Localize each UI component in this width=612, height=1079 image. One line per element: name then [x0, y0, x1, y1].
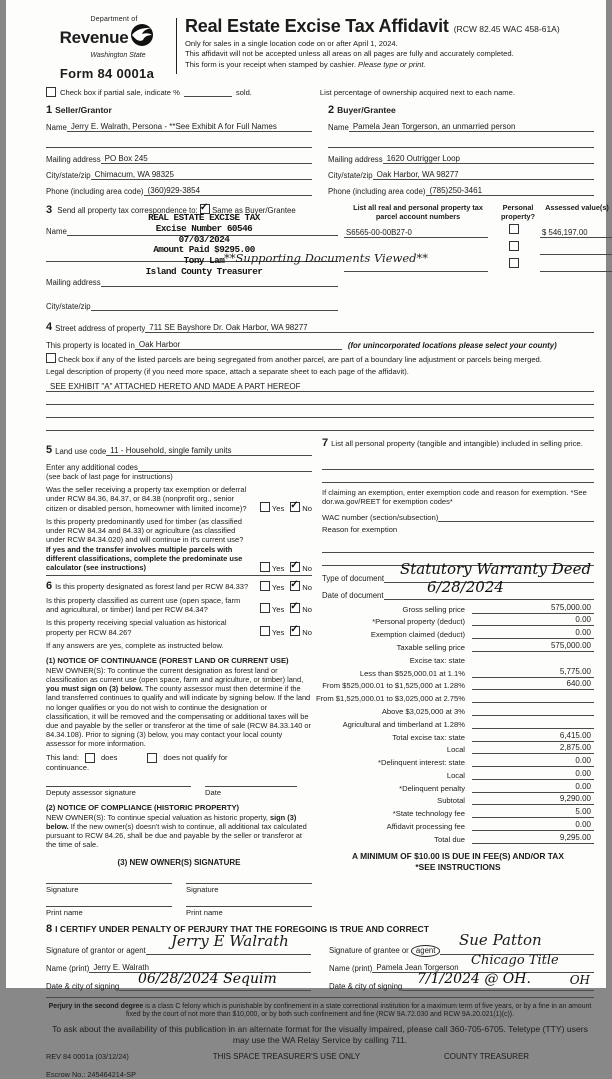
- segregated-label: Check box if any of the listed parcels are being segregated from another parcel, are part of a boundary line adjustment or parcels being merged.: [58, 355, 542, 364]
- new-owner-signature-heading: (3) NEW OWNER(S) SIGNATURE: [117, 857, 241, 867]
- personal-property-header: Personal property?: [500, 203, 536, 221]
- washington-state-label: Washington State: [90, 52, 146, 59]
- tier2-tax-value: 640.00: [472, 679, 594, 690]
- date-of-document-field: [384, 599, 594, 600]
- buyer-citystatezip-field: Oak Harbor, WA 98277: [373, 170, 594, 180]
- personal-property-blank-2: [322, 470, 594, 483]
- dept-of-label: Department of: [90, 16, 138, 23]
- exemption-deferral-question: Was the seller receiving a property tax exemption or deferral under RCW 84.36, 84.37, or 84.38 (nonprofit org., senior citizen or disabled person, homeowner with limited income)?: [46, 485, 247, 513]
- form-number: Form 84 0001a: [59, 66, 155, 81]
- total-excise-state-value: 6,415.00: [472, 731, 594, 742]
- notice-compliance-body: NEW OWNER(S): To continue special valuation as historic property, sign (3) below. If the new owner(s) doesn't wish to continue, all additional tax calculated pursuant to RCW 84.26, shall be due and payable by the seller or transferor at the time of sale.: [46, 812, 307, 850]
- legal-description-blank-2: [46, 405, 594, 418]
- new-owner-printname-line-1: Print name: [46, 906, 172, 917]
- located-in-field: Oak Harbor: [135, 340, 342, 350]
- subtotal-value: 9,290.00: [472, 794, 594, 805]
- same-as-buyer-label: Same as Buyer/Grantee: [212, 206, 296, 215]
- personal-property-blank-1: [322, 457, 594, 470]
- local-tax-value: 2,875.00: [472, 743, 594, 754]
- ownership-note: List percentage of ownership acquired next to each name.: [319, 88, 515, 97]
- land-does-not-checkbox: [147, 753, 157, 763]
- legal-description-label: Legal description of property (if you need more space, attach a separate sheet to each page of the affidavit).: [46, 367, 409, 376]
- county-note: (for unincorporated locations please select your county): [347, 341, 557, 350]
- grantor-signature-field: [146, 954, 311, 955]
- certification-section: 8 I CERTIFY UNDER PENALTY OF PERJURY THAT THE FOREGOING IS TRUE AND CORRECT Signature of grantor or agent Jerry E Walrath Name (print) Jerry E. Walrath Date & city of signing 06/28/2024 Sequim Signature of grantee or agent Sue Patton Name (print) Pamela Jean Torgerson Chicago Title Date & city of signing 7/1/2024 @ OH. OH: [46, 923, 594, 991]
- tax-computation-table: Gross selling price 575,000.00 *Personal property (deduct) 0.00 Exemption claimed (deduct) 0.00 Taxable selling price 575,000.00 Excise tax: state Less than $525,000.01 at 1.1% 5,775.00 From $525,000.01 to $1,525,000 at 1.28% 640.00 From $1,525,000.01 to $3,025,000 at 2.75% Above $3,025,000 at 3% Agricultural and timberland at 1.28% Total excise tax: state 6,415.00 Local 2,875.00 *Delinquent interest: state 0.00 Local 0.00 *Delinquent penalty 0.00 Subtotal 9,290.00 *State technology fee 5.00 Affidavit processing fee 0.00 Total due 9,295.00: [322, 604, 594, 844]
- land-qualify-row: This land: does does not qualify for: [46, 753, 228, 763]
- reason-blank-1: [322, 540, 594, 553]
- personal-property-checkbox-3: [509, 258, 519, 268]
- personal-property-checkbox-2: [509, 241, 519, 251]
- reason-exemption-label: Reason for exemption: [322, 525, 398, 535]
- agent-circled-word: agent: [411, 945, 441, 957]
- q5a-no-checkbox: [290, 502, 300, 512]
- type-of-document-handwriting: Statutory Warranty Deed: [400, 560, 592, 579]
- if-any-note: If any answers are yes, complete as instructed below.: [46, 640, 224, 650]
- land-use-section: 5 Land use code 11 - Household, single family units Enter any additional codes (see back of last page for instructions) Was the seller receiving a property tax exemption or deferral under RCW 84.36, 84.37, or 84.38 (nonprofit org., senior citizen or disabled person, homeowner with limited income)? Yes ✓ No Is this property predominantly used for timber (as classified under RCW 84.34 and 84.33) or agriculture (as classified under RCW 84.34.020) and will continue in it's current use? If yes and the transfer involves multiple parcels with different classifications, complete the predominate use calculator (see instructions) Yes ✓ No: [46, 443, 312, 576]
- tax-correspondence-section: 3 Send all property tax correspondence to: ✓ Same as Buyer/Grantee REAL ESTATE EXCISE TAX Excise Number 60546 07/03/2024 Amount Paid $9295.00 Tony Lam Island County Treasurer Name Mailing address City/state/zip List all real and personal property tax parcel account numbers Personal property? Assessed value(s) S6565-00-00B27-0 $ 546,197.00 **Supporting Documents Viewed**: [46, 204, 594, 311]
- seller-citystatezip-field: Chimacum, WA 98325: [91, 170, 312, 180]
- seller-name-field: Jerry E. Walrath, Persona - **See Exhibit A for Full Names: [67, 122, 312, 132]
- property-address-section: 4 Street address of property 711 SE Bayshore Dr. Oak Harbor, WA 98277 This property is located in Oak Harbor (for unincorporated locations please select your county) Check box if any of the listed parcels are being segregated from another parcel, are part of a boundary line adjustment or parcels being merged. Legal description of property (if you need more space, attach a separate sheet to each page of the affidavit). SEE EXHIBIT "A" ATTACHED HERETO AND MADE A PART HEREOF: [46, 320, 594, 431]
- new-owner-printname-line-2: Print name: [186, 906, 312, 917]
- subtitle-2: This affidavit will not be accepted unless all areas on all pages are fully and accurately completed.: [185, 49, 514, 58]
- taxable-selling-price-value: 575,000.00: [472, 641, 594, 652]
- correspondence-mailing-field: [101, 286, 338, 287]
- agricultural-tax-value: [472, 718, 594, 729]
- see-instructions-note: *SEE INSTRUCTIONS: [415, 861, 501, 872]
- q5b-yes-checkbox: [260, 562, 270, 572]
- new-owner-signature-line-2: Signature: [186, 883, 312, 894]
- supporting-documents-stamp: **Supporting Documents Viewed**: [224, 251, 429, 265]
- new-owner-signature-line-1: Signature: [46, 883, 172, 894]
- escrow-number: Escrow No.: 245464214-SP: [46, 1070, 137, 1079]
- deputy-date-line: Date: [205, 786, 297, 797]
- buyer-name-field: Pamela Jean Torgerson, an unmarried person: [349, 122, 594, 132]
- q6a-yes-checkbox: [260, 581, 270, 591]
- additional-codes-note: (see back of last page for instructions): [46, 472, 173, 481]
- wac-number-field: [438, 521, 594, 522]
- tier1-tax-value: 5,775.00: [472, 667, 594, 678]
- personal-property-label: List all personal property (tangible and intangible) included in selling price.: [331, 439, 583, 448]
- buyer-name-overflow-field: [328, 147, 594, 148]
- header-divider: [176, 18, 177, 74]
- tier3-tax-value: [472, 692, 594, 703]
- affidavit-page: Department of Revenue Washington State Form 84 0001a Real Estate Excise Tax Affidavit (RCW 82.45 WAC 458-61A) Only for sales in a single location code on or after April 1, 2024. This affidavit will not be accepted unless all areas on all pages are fully and accurately completed. This form is your receipt when stamped by cashier. Please type or print. Check box if partial sale, indicate % sold. List percentage of ownership acquired next to each name. 1 Seller/Grantor Name Jerry E. Walrath, Persona - **See Exhibit A for Full Names Mailing address PO Box 245 City/state/zip Chimacum, WA 98325 Phone (including area code) (360)929-3854 2 Buyer/Grantee Name Pamela Jean Torgerson, an unmarried person Mailing address 1620 Outrigger Loop City/state/zip Oak Harbor, WA 98277 Phone (including area code) (785)250-3461 3 Send all property tax correspondence to: ✓ Same as Buyer/Grantee REAL ESTATE EXCISE TAX Excise Number 60546 07/03/2024 Amount Paid $9295.00 Tony Lam Island County Treasurer Name Mailing address City/state/zip List all real and personal property tax parcel account numbers Personal property? Assessed value(s) S6565-00-00B27-0 $ 546,197.00 **Supporting Documents Viewed** 4 Street address of property 711 SE Bayshore Dr. Oak Harbor, WA 98277 This property is located in Oak Harbor (for unincorporated locations please select your county) Check box if any of the listed parcels are being segregated from another parcel, are part of a boundary line adjustment or parcels being merged. Legal description of property (if you need more space, attach a separate sheet to each page of the affidavit). SEE EXHIBIT "A" ATTACHED HERETO AND MADE A PART HEREOF 5 Land use code 11 - Household, single family units Enter any additional codes (see back of last page for instructions) Was the seller receiving a property tax exemption or deferral under RCW 84.36, 84.37, or 84.38 (nonprofit org., senior citizen or disabled person, homeowner with limited income)? Yes ✓ No Is this property predominantly used for timber (as classified under RCW 84.34 and 84.33) or agriculture (as classified under RCW 84.34.020) and will continue in it's current use? If yes and the transfer involves multiple parcels with different classifications, complete the predominate use calculator (see instructions) Yes ✓ No 6 Is this property designated as forest land per RCW 84.33? Yes ✓ No Is this property classified as current use (open space, farm and agricultural, or timber) land per RCW 84.34? Yes ✓ No Is this property receiving special valuation as historical property per RCW 84.26? Yes ✓ No If any answers are yes, complete as instructed below. (1) NOTICE OF CONTINUANCE (FOREST LAND OR CURRENT USE) NEW OWNER(S): To continue the current designation as forest land or classification as current use (open space, farm and agriculture, or timber) land, you must sign on (3) below. The county assessor must then determine if the land transferred continues to qualify and will indicate by signing below. If the land no longer qualifies or you do not wish to continue the designation or classification, it will be removed and the compensating or additional taxes will be due and payable by the seller or transferor at the time of sale (RCW 84.33.140 or 84.34.108). Prior to signing (3) below, you may contact your local county assessor for more information. This land: does does not qualify for continuance. Deputy assessor signature Date (2) NOTICE OF COMPLIANCE (HISTORIC PROPERTY) NEW OWNER(S): To continue special valuation as historic property, sign (3) below. If the new owner(s) doesn't wish to continue, all additional tax calculated pursuant to RCW 84.26, shall be due and payable by the seller or transferor at the time of sale. (3) NEW OWNER(S) SIGNATURE Signature Signature Print name Print name 7 List all personal property (tangible and intangible) included in selling price. If claiming an exemption, enter exemption code and reason for exemption. *See dor.wa.gov/REET for exemption codes* WAC number (section/subsection) Reason for exemption Type of document Statutory Warranty Deed Date of document 6/28/2024 Gross selling price 575,000.00 *Personal property (deduct) 0.00 Exemption claimed (deduct) 0.00 Taxable selling price 575,000.00 Excise tax: state Less than $525,000.01 at 1.1% 5,775.00 From $525,000.01 to $1,525,000 at 1.28% 640.00 From $1,525,000.01 to $3,025,000 at 2.75% Above $3,025,000 at 3% Agricultural and timberland at 1.28% Total excise tax: state 6,415.00 Local 2,875.00 *Delinquent interest: state 0.00 Local 0.00 *Delinquent penalty 0.00 Subtotal 9,290.00 *State technology fee 5.00 Affidavit processing fee 0.00 Total due 9,295.00 A MINIMUM OF $10.00 IS DUE IN FEE(S) AND/OR TAX *SEE INSTRUCTIONS 8 I CERTIFY UNDER PENALTY OF PERJURY THAT THE FOREGOING IS TRUE AND CORRECT Signature of grantor or agent Jerry E Walrath Name (print) Jerry E. Walrath Date & city of signing 06/28/2024 Sequim Signature of grantee or agent Sue Patton Name (print) Pamela Jean Torgerson Chicago Title Date & city of signing 7/1/2024 @ OH. OH Perjury in the second degree is a class C felony which is punishable by confinement in a state correctional institution for a maximum term of five years, or by a fine in an amount fixed by the court of not more than $10,000, or by both such confinement and fine (RCW 9A.72.030 and RCW 9A.20.021(1)(c)). To ask about the availability of this publication in an alternate format for the visually impaired, please call 360-705-6705. Teletype (TTY) users may use the WA Relay Service by calling 711. REV 84 0001a (03/12/24) THIS SPACE TREASURER'S USE ONLY COUNTY TREASURER Escrow No.: 245464214-SP: [6, 0, 606, 988]
- gross-selling-price-value: 575,000.00: [472, 603, 594, 614]
- buyer-grantee-section: 2 Buyer/Grantee Name Pamela Jean Torgerson, an unmarried person Mailing address 1620 Outrigger Loop City/state/zip Oak Harbor, WA 98277 Phone (including area code) (785)250-3461: [328, 104, 594, 196]
- assessed-value-field: $ 546,197.00: [540, 228, 612, 238]
- legal-description-blank-1: [46, 392, 594, 405]
- revenue-wordmark: Revenue: [59, 27, 129, 47]
- seller-name-overflow-field: [46, 147, 312, 148]
- timber-agriculture-question: Is this property predominantly used for timber (as classified under RCW 84.34 and 84.33) or agriculture (as classified under RCW 84.34.020) and will continue in it's current use? If yes and the transfer involves multiple parcels with different classifications, complete the predominate use calculator (see instructions): [46, 516, 244, 573]
- parcel-numbers-header: List all real and personal property tax parcel account numbers: [353, 203, 483, 221]
- correspondence-citystatezip-field: [91, 310, 338, 311]
- delinquent-interest-local-value: 0.00: [472, 769, 594, 780]
- designation-section: 6 Is this property designated as forest land per RCW 84.33? Yes ✓ No Is this property classified as current use (open space, farm and agricultural, or timber) land per RCW 84.34? Yes ✓ No Is this property receiving special valuation as historical property per RCW 84.26? Yes ✓ No If any answers are yes, complete as instructed below. (1) NOTICE OF CONTINUANCE (FOREST LAND OR CURRENT USE) NEW OWNER(S): To continue the current designation as forest land or classification as current use (open space, farm and agriculture, or timber) land, you must sign on (3) below. The county assessor must then determine if the land transferred continues to qualify and will indicate by signing below. If the land no longer qualifies or you do not wish to continue the designation or classification, it will be removed and the compensating or additional taxes will be due and payable by the seller or transferor at the time of sale (RCW 84.33.140 or 84.34.108). Prior to signing (3) below, you may contact your local county assessor for more information. This land: does does not qualify for continuance. Deputy assessor signature Date (2) NOTICE OF COMPLIANCE (HISTORIC PROPERTY) NEW OWNER(S): To continue special valuation as historic property, sign (3) below. If the new owner(s) doesn't wish to continue, all additional tax calculated pursuant to RCW 84.26, shall be due and payable by the seller or transferor at the time of sale. (3) NEW OWNER(S) SIGNATURE Signature Signature Print name Print name: [46, 581, 312, 917]
- partial-sale-row: [46, 87, 594, 97]
- tier4-tax-value: [472, 705, 594, 716]
- land-use-code-field: 11 - Household, single family units: [106, 446, 312, 456]
- parcel-number-field: S6565-00-00B27-0: [344, 228, 488, 238]
- notice-continuance-title: (1) NOTICE OF CONTINUANCE (FOREST LAND OR CURRENT USE): [46, 655, 289, 665]
- partial-sale-label: Check box if partial sale, indicate %: [60, 88, 180, 97]
- seller-heading: Seller/Grantor: [55, 105, 112, 115]
- parcel-number-field-3: [344, 271, 488, 272]
- minimum-fee-note: A MINIMUM OF $10.00 IS DUE IN FEE(S) AND/OR TAX: [352, 850, 564, 861]
- subtitle-1: Only for sales in a single location code on or after April 1, 2024.: [185, 38, 398, 48]
- grantee-date-handwriting: 7/1/2024 @ OH.: [417, 970, 531, 987]
- q6a-no-checkbox: [290, 581, 300, 591]
- treasurer-use-label: THIS SPACE TREASURER'S USE ONLY: [212, 1052, 361, 1062]
- legal-description-blank-3: [46, 418, 594, 431]
- grantor-signature-block: Signature of grantor or agent Jerry E Walrath Name (print) Jerry E. Walrath Date & city of signing 06/28/2024 Sequim: [46, 937, 311, 991]
- q6c-no-checkbox: [290, 626, 300, 636]
- q6b-no-checkbox: [290, 603, 300, 613]
- exemption-claim-note: If claiming an exemption, enter exemption code and reason for exemption. *See dor.wa.gov/REET for exemption codes*: [322, 487, 587, 506]
- q6b-yes-checkbox: [260, 603, 270, 613]
- notice-compliance-title: (2) NOTICE OF COMPLIANCE (HISTORIC PROPERTY): [46, 802, 240, 812]
- accessibility-notice: To ask about the availability of this publication in an alternate format for the visually impaired, please call 360-705-6705. Teletype (TTY) users may use the WA Relay Service by calling 711.: [52, 1024, 588, 1045]
- assessed-value-field-2: [540, 254, 612, 255]
- grantor-date-handwriting: 06/28/2024 Sequim: [138, 970, 277, 987]
- dor-logo: [46, 16, 168, 81]
- county-treasurer-label: COUNTY TREASURER: [444, 1052, 530, 1062]
- assessed-value-header: Assessed value(s): [545, 203, 609, 212]
- revision-number: REV 84 0001a (03/12/24): [46, 1052, 129, 1062]
- certify-statement: I CERTIFY UNDER PENALTY OF PERJURY THAT THE FOREGOING IS TRUE AND CORRECT: [55, 923, 429, 934]
- grantee-date-extra-handwriting: OH: [569, 972, 590, 987]
- q6c-yes-checkbox: [260, 626, 270, 636]
- personal-property-checkbox-1: [509, 224, 519, 234]
- street-address-field: 711 SE Bayshore Dr. Oak Harbor, WA 98277: [145, 323, 594, 333]
- footer-row: [46, 1052, 594, 1061]
- partial-sale-percent-field: [184, 96, 232, 97]
- segregated-checkbox: [46, 353, 56, 363]
- personal-property-section: 7 List all personal property (tangible and intangible) included in selling price. If claiming an exemption, enter exemption code and reason for exemption. *See dor.wa.gov/REET for exemption codes* WAC number (section/subsection) Reason for exemption: [322, 439, 594, 566]
- dor-swirl-icon: [130, 23, 154, 52]
- partial-sale-sold-label: sold.: [235, 88, 252, 97]
- buyer-mailing-field: 1620 Outrigger Loop: [383, 154, 594, 164]
- header: [46, 16, 594, 81]
- grantor-printed-name-field: Jerry E. Walrath: [89, 963, 311, 973]
- grantee-signature-block: Signature of grantee or agent Sue Patton Name (print) Pamela Jean Torgerson Chicago Title Date & city of signing 7/1/2024 @ OH. OH: [329, 937, 594, 991]
- grantee-company-handwriting: Chicago Title: [471, 952, 559, 968]
- affidavit-processing-fee-value: 0.00: [472, 820, 594, 831]
- legal-description-field: SEE EXHIBIT "A" ATTACHED HERETO AND MADE A PART HEREOF: [46, 382, 594, 392]
- q5b-no-checkbox: [290, 562, 300, 572]
- page-title: Real Estate Excise Tax Affidavit: [185, 16, 449, 36]
- land-does-checkbox: [85, 753, 95, 763]
- personal-property-deduct-value: 0.00: [472, 615, 594, 626]
- deputy-assessor-signature-line: Deputy assessor signature: [46, 786, 191, 797]
- delinquent-interest-state-value: 0.00: [472, 756, 594, 767]
- buyer-phone-field: (785)250-3461: [426, 186, 594, 196]
- date-of-document-handwriting: 6/28/2024: [427, 578, 504, 597]
- state-technology-fee-value: 5.00: [472, 807, 594, 818]
- notice-continuance-body: NEW OWNER(S): To continue the current designation as forest land or classification as current use (open space, farm and agriculture, or timber) land, you must sign on (3) below. The county assessor must then determine if the land transferred continues to qualify and will indicate by signing below. If the land no longer qualifies or you do not wish to continue the designation or classification, it will be removed and the compensating or additional taxes will be due and payable by the seller or transferor at the time of sale (RCW 84.33.140 or 84.34.108). Prior to signing (3) below, you may contact your local county assessor for more information.: [46, 665, 311, 749]
- correspondence-heading: Send all property tax correspondence to:: [57, 206, 198, 215]
- subtitle-3: This form is your receipt when stamped by cashier. Please type or print.: [185, 59, 426, 69]
- grantor-date-city-field: [119, 990, 311, 991]
- excise-tax-state-spacer: [472, 655, 594, 665]
- total-due-value: 9,295.00: [472, 833, 594, 844]
- grantor-signature-handwriting: Jerry E Walrath: [171, 931, 289, 950]
- forest-land-question: Is this property designated as forest land per RCW 84.33?: [55, 582, 249, 592]
- delinquent-penalty-value: 0.00: [472, 782, 594, 793]
- footer-divider: [46, 997, 594, 998]
- seller-grantor-section: 1 Seller/Grantor Name Jerry E. Walrath, Persona - **See Exhibit A for Full Names Mailing address PO Box 245 City/state/zip Chimacum, WA 98325 Phone (including area code) (360)929-3854: [46, 104, 312, 196]
- grantee-printed-name-field: Pamela Jean Torgerson: [372, 963, 594, 973]
- buyer-heading: Buyer/Grantee: [337, 105, 396, 115]
- partial-sale-checkbox: [46, 87, 56, 97]
- grantee-date-city-field: [402, 990, 594, 991]
- assessed-value-field-3: [540, 271, 612, 272]
- treasurer-stamp: REAL ESTATE EXCISE TAX Excise Number 60546 07/03/2024 Amount Paid $9295.00 Tony Lam Island County Treasurer: [145, 212, 263, 277]
- q5a-yes-checkbox: [260, 502, 270, 512]
- historical-property-question: Is this property receiving special valuation as historical property per RCW 84.26?: [46, 618, 227, 637]
- current-use-question: Is this property classified as current use (open space, farm and agricultural, or timber) land per RCW 84.34?: [46, 595, 241, 614]
- rcw-reference: (RCW 82.45 WAC 458-61A): [453, 24, 560, 34]
- perjury-notice: Perjury in the second degree is a class C felony which is punishable by confinement in a state correctional institution for a maximum term of five years, or by a fine in an amount fixed by the court of not more than $10,000, or by both such confinement and fine (RCW 9A.72.030 and RCW 9A.20.021(1)(c)).: [48, 1002, 592, 1018]
- parcel-row: [344, 227, 612, 238]
- seller-phone-field: (360)929-3854: [144, 186, 312, 196]
- seller-mailing-field: PO Box 245: [101, 154, 312, 164]
- exemption-claimed-value: 0.00: [472, 628, 594, 639]
- grantee-signature-handwriting: Sue Patton: [459, 930, 542, 949]
